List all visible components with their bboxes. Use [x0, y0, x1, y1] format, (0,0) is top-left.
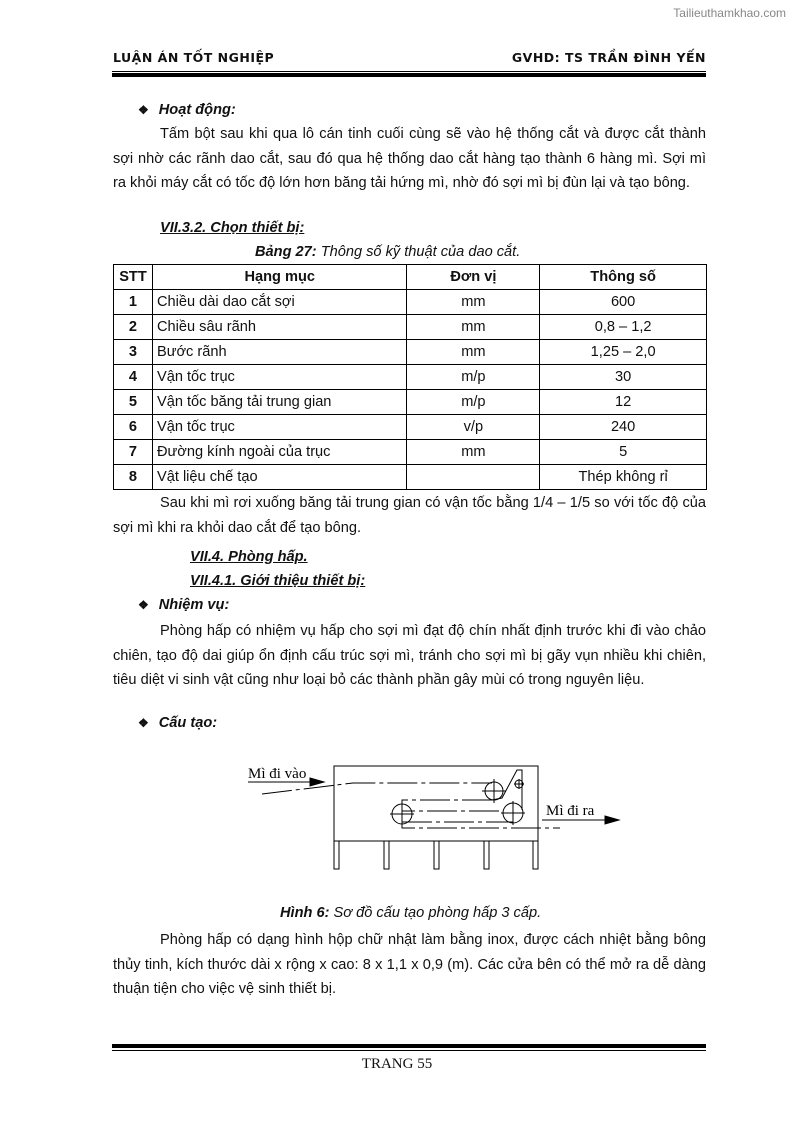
- paragraph: Tấm bột sau khi qua lô cán tinh cuối cùng sẽ vào hệ thống cắt và được cắt thành sợi nhờ các rãnh dao cắt, sau đó qua hệ thống dao cắt hàng tạo thành 6 hàng mì. Sợi mì ra khỏi máy cắt có tốc độ lớn hơn băng tải hứng mì, nhờ đó sợi mì bị đùn lại và tạo bông.: [113, 126, 706, 192]
- section-heading: VII.3.2. Chọn thiết bị:: [160, 220, 305, 236]
- table-cell: 30: [540, 365, 707, 390]
- table-row: [114, 315, 707, 340]
- table-row: [114, 465, 707, 490]
- table-cell: 0,8 – 1,2: [540, 315, 707, 340]
- table-cell: 8: [114, 465, 153, 490]
- table-cell: 240: [540, 415, 707, 440]
- col-header: Thông số: [540, 265, 707, 290]
- table-cell: 1,25 – 2,0: [540, 340, 707, 365]
- table-row: [114, 290, 707, 315]
- footer-rule-thick: [112, 1044, 706, 1048]
- col-header: STT: [114, 265, 153, 290]
- diamond-bullet-icon: ❖: [138, 598, 149, 612]
- table-cell: 600: [540, 290, 707, 315]
- table-header-row: [114, 265, 707, 290]
- table-cell: Đường kính ngoài của trục: [152, 440, 407, 465]
- figure-caption: Hình 6: Sơ đồ cấu tạo phòng hấp 3 cấp.: [280, 905, 542, 921]
- table-cell: Chiều dài dao cắt sợi: [152, 290, 407, 315]
- table-cell: Vận tốc trục: [152, 365, 407, 390]
- diamond-bullet-icon: ❖: [138, 716, 149, 730]
- table-caption: Bảng 27: Thông số kỹ thuật của dao cắt.: [255, 244, 521, 260]
- diamond-bullet-icon: ❖: [138, 103, 149, 117]
- header-rule: [112, 71, 706, 72]
- page-number: TRANG 55: [361, 1056, 433, 1072]
- col-header: Đơn vị: [407, 265, 540, 290]
- table-row: [114, 365, 707, 390]
- table-cell: 5: [114, 390, 153, 415]
- paragraph: Phòng hấp có dạng hình hộp chữ nhật làm bằng inox, được cách nhiệt bằng bông thủy tinh, kích thước dài x rộng x cao: 8 x 1,1 x 0,9 (m). Các cửa bên có thể mở ra dễ dàng thuận tiện cho việc vệ sinh thiết bị.: [113, 932, 706, 998]
- col-header: Hạng mục: [152, 265, 407, 290]
- steamer-diagram: [230, 750, 630, 880]
- table-cell: 1: [114, 290, 153, 315]
- table-cell: 6: [114, 415, 153, 440]
- table-cell: m/p: [407, 390, 540, 415]
- table-row: [114, 415, 707, 440]
- header-rule-thick: [112, 73, 706, 77]
- heading-hoat-dong: ❖ Hoạt động:: [138, 102, 236, 118]
- footer-rule: [112, 1050, 706, 1051]
- watermark: Tailieuthamkhao.com: [673, 6, 786, 20]
- table-cell: Vật liệu chế tạo: [152, 465, 407, 490]
- table-row: [114, 340, 707, 365]
- table-row: [114, 440, 707, 465]
- spec-table: [113, 264, 707, 490]
- table-cell: mm: [407, 340, 540, 365]
- subsection-heading: VII.4.1. Giới thiệu thiết bị:: [190, 573, 366, 589]
- table-cell: Chiều sâu rãnh: [152, 315, 407, 340]
- heading-nhiem-vu: ❖ Nhiệm vụ:: [138, 597, 230, 613]
- table-cell: Vận tốc trục: [152, 415, 407, 440]
- paragraph: Phòng hấp có nhiệm vụ hấp cho sợi mì đạt độ chín nhất định trước khi đi vào chảo chiên, tạo độ dai giúp ổn định cấu trúc sợi mì, tránh cho sợi mì bị gãy vụn nhiều khi chiên, tiêu diệt vi sinh vật cũng như loại bỏ các thành phần gây mùi có trong nguyên liệu.: [113, 623, 706, 689]
- table-cell: 12: [540, 390, 707, 415]
- table-cell: mm: [407, 290, 540, 315]
- heading-cau-tao: ❖ Cấu tạo:: [138, 715, 218, 731]
- table-cell: Bước rãnh: [152, 340, 407, 365]
- table-cell: 4: [114, 365, 153, 390]
- header-left: LUẬN ÁN TỐT NGHIỆP: [113, 50, 275, 65]
- table-cell: 2: [114, 315, 153, 340]
- table-cell: 5: [540, 440, 707, 465]
- table-cell: m/p: [407, 365, 540, 390]
- table-row: [114, 390, 707, 415]
- section-heading: VII.4. Phòng hấp.: [190, 549, 308, 565]
- table-cell: mm: [407, 315, 540, 340]
- table-cell: 7: [114, 440, 153, 465]
- header-right: GVHD: TS TRẦN ĐÌNH YẾN: [511, 50, 706, 65]
- table-cell: Vận tốc băng tải trung gian: [152, 390, 407, 415]
- table-cell: 3: [114, 340, 153, 365]
- table-cell: Thép không rỉ: [540, 465, 707, 490]
- table-cell: v/p: [407, 415, 540, 440]
- chamber-box: [334, 766, 538, 841]
- label-in: Mì đi vào: [248, 766, 307, 782]
- paragraph: Sau khi mì rơi xuống băng tải trung gian có vận tốc bằng 1/4 – 1/5 so với tốc độ của sợi mì khi ra khỏi dao cắt để tạo bông.: [113, 495, 706, 536]
- legs: [334, 841, 538, 869]
- table-cell: [407, 465, 540, 490]
- table-cell: mm: [407, 440, 540, 465]
- label-out: Mì đi ra: [546, 803, 595, 819]
